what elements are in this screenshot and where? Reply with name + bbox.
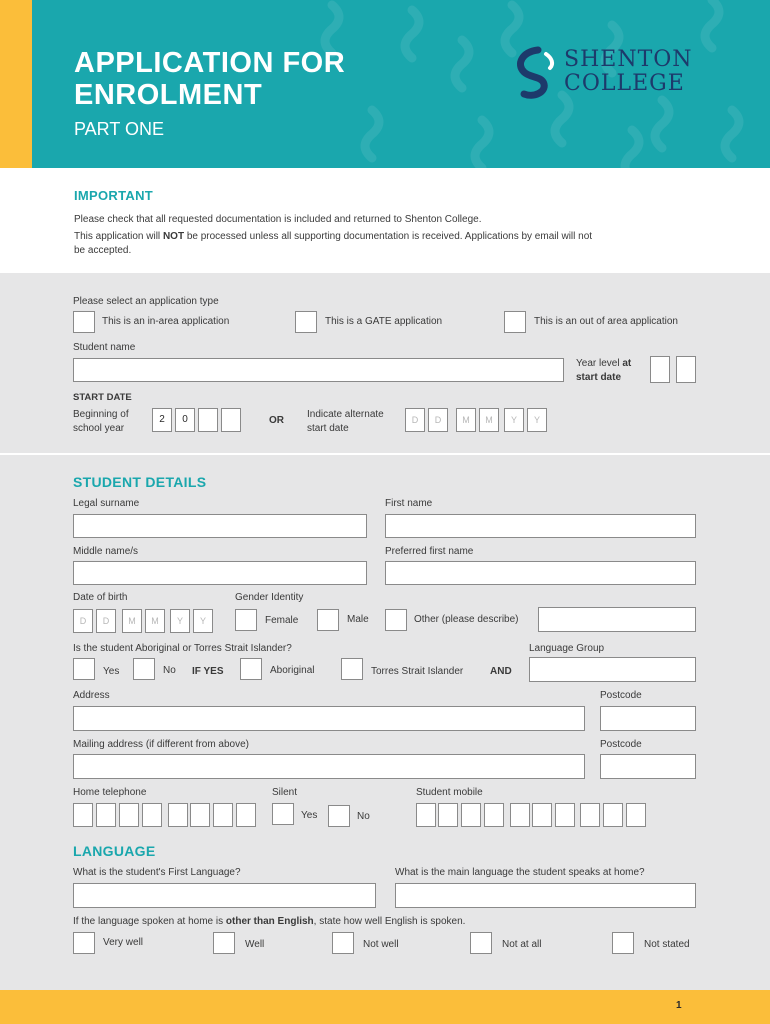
- mailing-postcode-label: Postcode: [600, 739, 642, 750]
- in-area-label: This is an in-area application: [102, 316, 230, 327]
- postcode-input[interactable]: [600, 706, 696, 731]
- dob-year-1[interactable]: Y: [170, 609, 190, 633]
- dob-year-2[interactable]: Y: [193, 609, 213, 633]
- important-line-1: Please check that all requested documentation is included and returned to Shenton College.: [74, 214, 482, 225]
- first-name-input[interactable]: [385, 514, 696, 538]
- year-level-at: at: [622, 358, 632, 369]
- not-at-all-checkbox[interactable]: [470, 932, 492, 954]
- language-group-input[interactable]: [529, 657, 696, 682]
- silent-no-checkbox[interactable]: [328, 805, 350, 827]
- year-digit-2[interactable]: 0: [175, 408, 195, 432]
- first-language-input[interactable]: [73, 883, 376, 908]
- preferred-first-name-input[interactable]: [385, 561, 696, 585]
- mobile-digit-7[interactable]: [555, 803, 575, 827]
- preferred-first-name-label: Preferred first name: [385, 546, 474, 557]
- year-digit-1[interactable]: 2: [152, 408, 172, 432]
- beginning-line-1: Beginning of: [73, 409, 129, 420]
- aboriginal-no-checkbox[interactable]: [133, 658, 155, 680]
- college-logo: [512, 44, 702, 100]
- alt-date-day-2[interactable]: D: [428, 408, 448, 432]
- not-stated-label: Not stated: [644, 939, 690, 950]
- year-digit-3[interactable]: [198, 408, 218, 432]
- postcode-label: Postcode: [600, 690, 642, 701]
- home-tel-digit-7[interactable]: [213, 803, 233, 827]
- year-level-digit-2[interactable]: [676, 356, 696, 383]
- language-heading: LANGUAGE: [73, 843, 156, 859]
- home-tel-digit-1[interactable]: [73, 803, 93, 827]
- well-checkbox[interactable]: [213, 932, 235, 954]
- logo-text-line-2: COLLEGE: [564, 71, 685, 96]
- gender-identity-label: Gender Identity: [235, 592, 304, 603]
- aboriginal-label: Aboriginal: [270, 665, 315, 676]
- title-line-1: APPLICATION FOR: [74, 47, 346, 79]
- home-language-input[interactable]: [395, 883, 696, 908]
- female-label: Female: [265, 615, 299, 626]
- alternate-line-1: Indicate alternate: [307, 409, 384, 420]
- mailing-address-input[interactable]: [73, 754, 585, 779]
- dob-month-1[interactable]: M: [122, 609, 142, 633]
- aboriginal-yes-checkbox[interactable]: [73, 658, 95, 680]
- home-language-question: What is the main language the student speaks at home?: [395, 867, 645, 878]
- student-mobile-label: Student mobile: [416, 787, 483, 798]
- first-language-question: What is the student's First Language?: [73, 867, 241, 878]
- language-group-label: Language Group: [529, 643, 605, 654]
- mobile-digit-3[interactable]: [461, 803, 481, 827]
- silent-no-label: No: [357, 811, 370, 822]
- very-well-checkbox[interactable]: [73, 932, 95, 954]
- home-tel-digit-4[interactable]: [142, 803, 162, 827]
- out-of-area-checkbox[interactable]: [504, 311, 526, 333]
- other-gender-describe-input[interactable]: [538, 607, 696, 632]
- mobile-digit-6[interactable]: [532, 803, 552, 827]
- beginning-line-2: school year: [73, 423, 125, 434]
- year-digit-4[interactable]: [221, 408, 241, 432]
- if-yes-label: IF YES: [192, 666, 224, 677]
- logo-text-line-1: SHENTON: [564, 47, 693, 72]
- home-tel-digit-2[interactable]: [96, 803, 116, 827]
- male-label: Male: [347, 614, 369, 625]
- page-title: [74, 47, 345, 111]
- home-tel-digit-6[interactable]: [190, 803, 210, 827]
- address-label: Address: [73, 690, 110, 701]
- student-name-input[interactable]: [73, 358, 564, 382]
- aboriginal-checkbox[interactable]: [240, 658, 262, 680]
- year-level-text: Year level: [576, 358, 623, 369]
- alt-date-month-2[interactable]: M: [479, 408, 499, 432]
- female-checkbox[interactable]: [235, 609, 257, 631]
- mobile-digit-5[interactable]: [510, 803, 530, 827]
- torres-strait-checkbox[interactable]: [341, 658, 363, 680]
- alternate-date-label: [307, 408, 384, 436]
- not-stated-checkbox[interactable]: [612, 932, 634, 954]
- college-emblem-icon: [512, 44, 560, 100]
- english-spoken-pre: If the language spoken at home is: [73, 916, 226, 927]
- gate-checkbox[interactable]: [295, 311, 317, 333]
- year-level-label: [576, 357, 631, 385]
- mobile-digit-1[interactable]: [416, 803, 436, 827]
- not-well-label: Not well: [363, 939, 399, 950]
- middle-names-input[interactable]: [73, 561, 367, 585]
- in-area-checkbox[interactable]: [73, 311, 95, 333]
- alt-date-month-1[interactable]: M: [456, 408, 476, 432]
- student-details-heading: STUDENT DETAILS: [73, 474, 207, 490]
- title-line-2: ENROLMENT: [74, 79, 263, 111]
- not-well-checkbox[interactable]: [332, 932, 354, 954]
- year-level-digit-1[interactable]: [650, 356, 670, 383]
- beginning-of-year-label: [73, 408, 129, 436]
- english-spoken-bold: other than English: [225, 916, 314, 927]
- not-at-all-label: Not at all: [502, 939, 542, 950]
- aboriginal-no-label: No: [163, 665, 176, 676]
- home-telephone-label: Home telephone: [73, 787, 147, 798]
- mobile-digit-8[interactable]: [580, 803, 600, 827]
- middle-names-label: Middle name/s: [73, 546, 139, 557]
- page-subtitle: PART ONE: [74, 119, 165, 139]
- aboriginal-yes-label: Yes: [103, 666, 120, 677]
- dob-month-2[interactable]: M: [145, 609, 165, 633]
- alt-date-year-1[interactable]: Y: [504, 408, 524, 432]
- student-name-label: Student name: [73, 342, 136, 353]
- alternate-line-2: start date: [307, 423, 349, 434]
- and-label: AND: [490, 666, 512, 677]
- address-input[interactable]: [73, 706, 585, 731]
- start-date-heading: START DATE: [73, 392, 132, 403]
- mobile-digit-10[interactable]: [626, 803, 646, 827]
- alt-date-day-1[interactable]: D: [405, 408, 425, 432]
- other-gender-label: Other (please describe): [414, 614, 519, 625]
- silent-yes-checkbox[interactable]: [272, 803, 294, 825]
- dob-day-1[interactable]: D: [73, 609, 93, 633]
- important-heading: IMPORTANT: [74, 188, 154, 203]
- important-line-2-bold: NOT: [162, 231, 185, 242]
- torres-strait-label: Torres Strait Islander: [371, 666, 464, 677]
- mobile-digit-9[interactable]: [603, 803, 623, 827]
- important-line-3: be accepted.: [74, 245, 132, 256]
- silent-label: Silent: [272, 787, 298, 798]
- out-of-area-label: This is an out of area application: [534, 316, 678, 327]
- male-checkbox[interactable]: [317, 609, 339, 631]
- year-level-start: start date: [576, 372, 622, 383]
- mobile-digit-2[interactable]: [438, 803, 458, 827]
- other-gender-checkbox[interactable]: [385, 609, 407, 631]
- important-line-2-post: be processed unless all supporting documentation is received. Applications by email will not: [184, 231, 593, 242]
- page-number: 1: [676, 1000, 682, 1011]
- important-line-2-pre: This application will: [74, 231, 163, 242]
- legal-surname-input[interactable]: [73, 514, 367, 538]
- or-label: OR: [269, 415, 284, 426]
- legal-surname-label: Legal surname: [73, 498, 140, 509]
- english-spoken-post: , state how well English is spoken.: [313, 916, 466, 927]
- mailing-postcode-input[interactable]: [600, 754, 696, 779]
- application-type-prompt: Please select an application type: [73, 296, 219, 307]
- silent-yes-label: Yes: [301, 810, 318, 821]
- home-tel-digit-8[interactable]: [236, 803, 256, 827]
- mailing-address-label: Mailing address (if different from above): [73, 739, 250, 750]
- footer-band: [0, 990, 770, 1024]
- dob-day-2[interactable]: D: [96, 609, 116, 633]
- mobile-digit-4[interactable]: [484, 803, 504, 827]
- first-name-label: First name: [385, 498, 433, 509]
- gate-label: This is a GATE application: [325, 316, 443, 327]
- alt-date-year-2[interactable]: Y: [527, 408, 547, 432]
- english-spoken-question: [73, 916, 465, 928]
- well-label: Well: [245, 939, 265, 950]
- date-of-birth-label: Date of birth: [73, 592, 128, 603]
- very-well-label: Very well: [103, 937, 144, 948]
- home-tel-digit-3[interactable]: [119, 803, 139, 827]
- header-yellow-strip: [0, 0, 32, 168]
- aboriginal-question-label: Is the student Aboriginal or Torres Strait Islander?: [73, 643, 292, 654]
- important-line-2: [74, 231, 592, 243]
- home-tel-digit-5[interactable]: [168, 803, 188, 827]
